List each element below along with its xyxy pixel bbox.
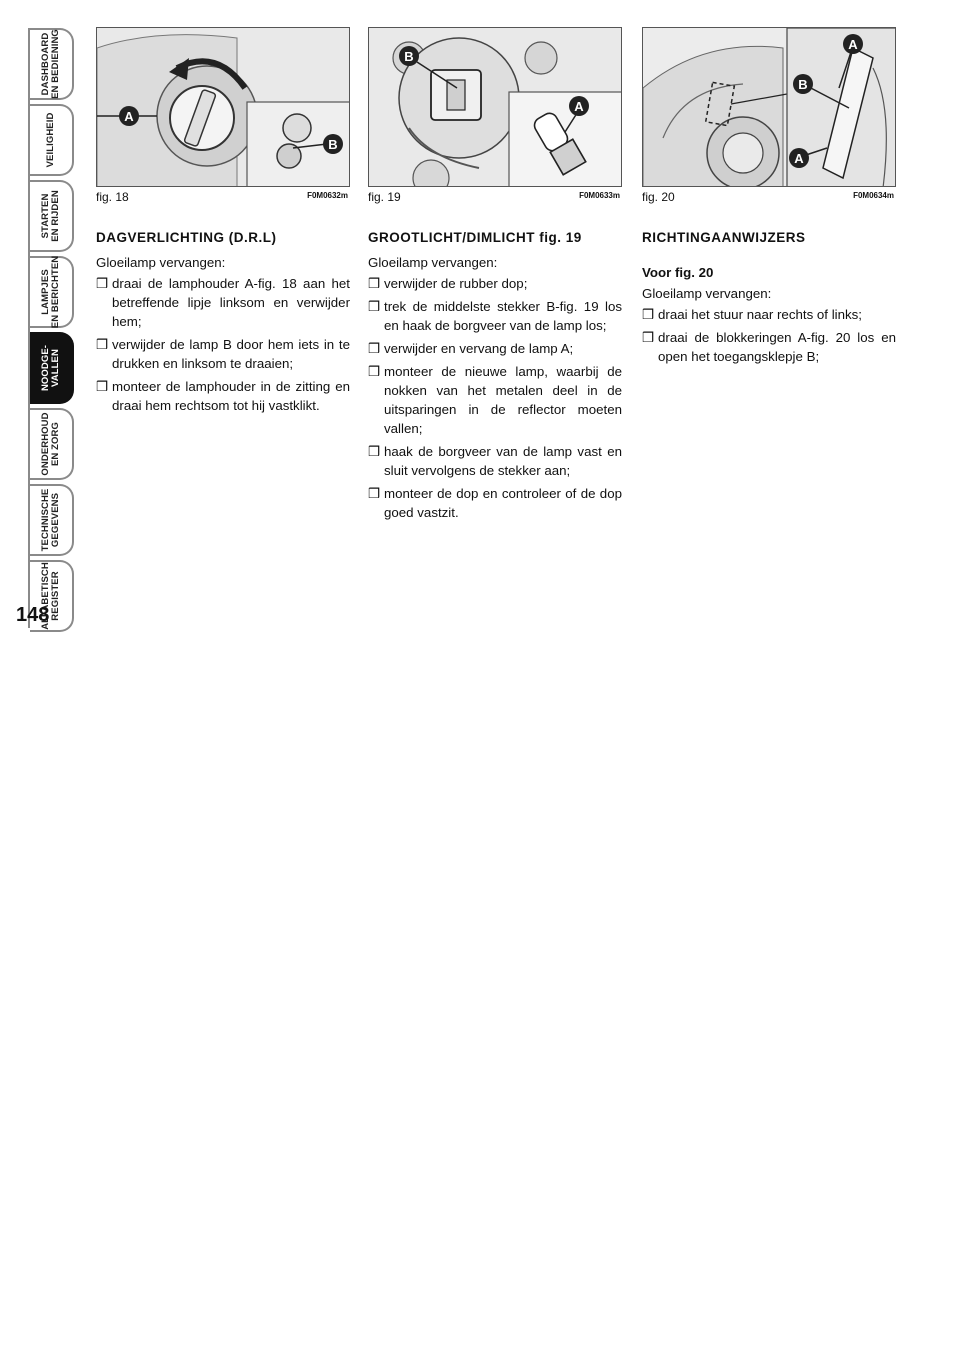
callout-a: A: [124, 109, 134, 124]
checkbox-icon: ❒: [368, 444, 380, 459]
figure-18-caption: [96, 190, 350, 204]
list-item: ❒ monteer de lamphouder in de zitting en draai hem rechtsom tot hij vastklikt.: [96, 379, 350, 413]
column-drl: [96, 228, 350, 419]
figure-20: [642, 27, 896, 187]
checkbox-icon: ❒: [368, 486, 380, 501]
callout-a-bottom: A: [794, 151, 804, 166]
figure-20-label: fig. 20: [642, 190, 675, 204]
tab-onderhoud[interactable]: ONDERHOUD EN ZORG: [30, 408, 74, 480]
section-title-richtingaanwijzers: RICHTINGAANWIJZERS: [642, 230, 806, 245]
figure-19-code: F0M0633m: [579, 191, 620, 200]
list-item: ❒ draai het stuur naar rechts of links;: [642, 307, 862, 322]
list-item: ❒ draai de lamphouder A-fig. 18 aan het betreffende lipje linksom en verwijder hem;: [96, 276, 350, 329]
tab-lampjes[interactable]: LAMPJES EN BERICHTEN: [30, 256, 74, 328]
list-item: ❒ verwijder en vervang de lamp A;: [368, 341, 574, 356]
tab-veiligheid[interactable]: VEILIGHEID: [30, 104, 74, 176]
list-item: ❒ monteer de dop en controleer of de dop goed vastzit.: [368, 486, 622, 520]
figure-19-label: fig. 19: [368, 190, 401, 204]
figure-18-drawing: [97, 28, 350, 187]
callout-b: B: [328, 137, 338, 152]
subsection-title: Voor fig. 20: [642, 265, 714, 280]
figure-18-code: F0M0632m: [307, 191, 348, 200]
step-list: [96, 274, 350, 415]
list-item: ❒ draai de blokkeringen A-fig. 20 los en open het toegangsklepje B;: [642, 330, 896, 364]
intro-text: Gloeilamp vervangen:: [642, 286, 772, 301]
callout-b: B: [798, 77, 808, 92]
list-item: ❒ trek de middelste stekker B-fig. 19 los en haak de borgveer van de lamp los;: [368, 299, 622, 333]
callout-a-top: A: [848, 37, 858, 52]
figure-19-caption: [368, 190, 622, 204]
tab-starten[interactable]: STARTEN EN RIJDEN: [30, 180, 74, 252]
figure-18: [96, 27, 350, 187]
section-title-drl: DAGVERLICHTING (D.R.L): [96, 230, 277, 245]
callout-b: B: [404, 49, 414, 64]
column-richtingaanwijzers: [642, 228, 896, 370]
intro-text: Gloeilamp vervangen:: [96, 255, 226, 270]
figure-18-label: fig. 18: [96, 190, 129, 204]
checkbox-icon: ❒: [368, 364, 380, 379]
list-item: ❒ verwijder de rubber dop;: [368, 276, 528, 291]
intro-text: Gloeilamp vervangen:: [368, 255, 498, 270]
figure-20-code: F0M0634m: [853, 191, 894, 200]
tab-technische[interactable]: TECHNISCHE GEGEVENS: [30, 484, 74, 556]
checkbox-icon: ❒: [368, 276, 380, 291]
tab-noodgevallen[interactable]: NOODGE- VALLEN: [30, 332, 74, 404]
column-grootlicht: [368, 228, 622, 526]
figure-20-drawing: [643, 28, 896, 187]
figure-19: [368, 27, 622, 187]
checkbox-icon: ❒: [368, 341, 380, 356]
section-title-grootlicht: GROOTLICHT/DIMLICHT fig. 19: [368, 230, 582, 245]
figure-20-caption: [642, 190, 896, 204]
list-item: ❒ haak de borgveer van de lamp vast en sluit vervolgens de stekker aan;: [368, 444, 622, 478]
checkbox-icon: ❒: [96, 379, 108, 394]
checkbox-icon: ❒: [642, 307, 654, 322]
checkbox-icon: ❒: [368, 299, 380, 314]
list-item: ❒ verwijder de lamp B door hem iets in te drukken en linksom te draaien;: [96, 337, 350, 371]
callout-a: A: [574, 99, 584, 114]
page-number: 148: [16, 604, 50, 626]
figure-19-drawing: [369, 28, 622, 187]
step-list: [642, 305, 896, 366]
checkbox-icon: ❒: [96, 276, 108, 291]
tab-register[interactable]: ALFABETISCH REGISTER: [30, 560, 74, 632]
checkbox-icon: ❒: [642, 330, 654, 345]
step-list: [368, 274, 622, 522]
checkbox-icon: ❒: [96, 337, 108, 352]
spacer: [642, 253, 896, 263]
list-item: ❒ monteer de nieuwe lamp, waarbij de nokken van het metalen deel in de uitsparingen in de reflector moeten vallen;: [368, 364, 622, 436]
tab-dashboard[interactable]: DASHBOARD EN BEDIENING: [30, 28, 74, 100]
